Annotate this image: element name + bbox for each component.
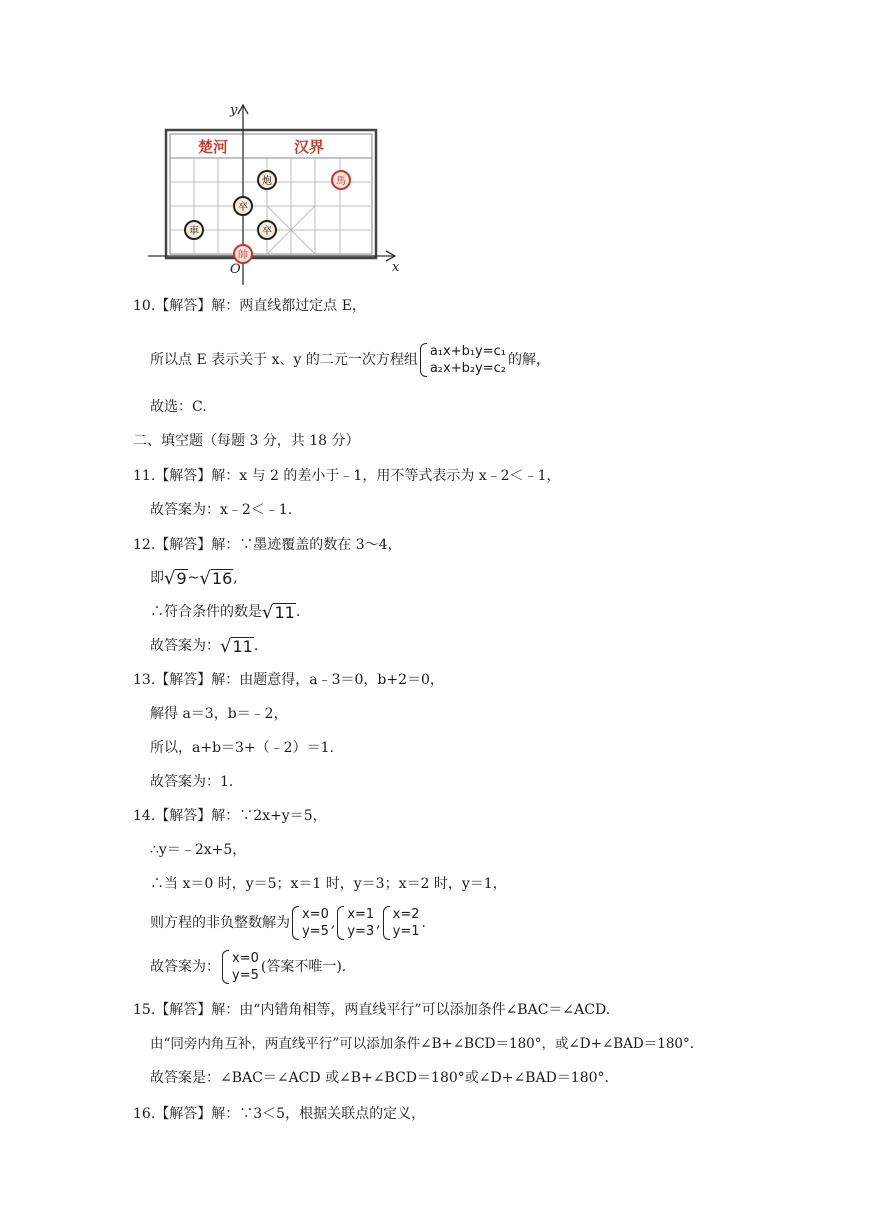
sqrt-16: √ 16 [199, 567, 233, 589]
q16-line1: 16.【解答】解：∵3＜5，根据关联点的定义， [133, 1106, 426, 1122]
equation-system [420, 343, 506, 377]
q12-line2: 即 √ 9 ~ √ 16 , [150, 567, 238, 589]
q10-pre: 所以点 E 表示关于 x、y 的二元一次方程组 [150, 352, 418, 368]
q15-line2: 由“同旁内角互补，两直线平行”可以添加条件∠B+∠BCD＝180°，或∠D+∠BAD＝180°. [150, 1036, 695, 1052]
q11-line2: 故答案为：x﹣2＜﹣1. [150, 502, 293, 518]
x-axis-label: x [392, 260, 400, 275]
piece-zu-1 [234, 197, 252, 215]
piece-shuai [234, 245, 252, 263]
q11-line1: 11.【解答】解：x 与 2 的差小于﹣1，用不等式表示为 x﹣2＜﹣1， [133, 468, 561, 484]
q12-line1: 12.【解答】解：∵墨迹覆盖的数在 3～4， [133, 537, 402, 553]
q12-line3: ∴符合条件的数是 √ 11 . [150, 601, 301, 623]
q10-eq2: a₂x+b₂y=c₂ [429, 361, 506, 376]
q14-line3: ∴当 x＝0 时，y＝5；x＝1 时，y＝3；x＝2 时，y＝1， [150, 876, 507, 892]
sqrt-9: √ 9 [164, 567, 187, 589]
svg-text:馬: 馬 [336, 176, 346, 187]
piece-zu-2 [258, 221, 276, 239]
svg-text:卒: 卒 [238, 202, 248, 213]
piece-ma [332, 171, 350, 189]
q10-answer: 故选：C. [150, 399, 207, 415]
q14-line1: 14.【解答】解：∵2x+y＝5， [133, 808, 327, 824]
piece-pao [258, 171, 276, 189]
svg-text:卒: 卒 [262, 226, 272, 237]
q14-line2: ∴y＝﹣2x+5， [150, 842, 247, 858]
sqrt-11: √ 11 [262, 601, 295, 623]
river-text-right: 汉界 [294, 138, 325, 156]
river-text-left: 楚河 [198, 138, 229, 156]
section-title: 二、填空题（每题 3 分，共 18 分） [133, 433, 360, 449]
q10-post: 的解， [508, 352, 550, 368]
tilde: ~ [187, 570, 200, 586]
q10-head: 10.【解答】解：两直线都过定点 E， [133, 298, 366, 314]
q14-line5: 故答案为： x=0 y=5 (答案不唯一). [150, 951, 347, 983]
solution-2: x=1 y=3 [337, 906, 374, 940]
origin-label: O [230, 262, 241, 277]
chess-board-diagram [148, 100, 410, 285]
q12-line2-pre: 即 [150, 570, 164, 586]
q12-line4: 故答案为： √ 11 . [150, 635, 259, 657]
q13-line1: 13.【解答】解：由题意得，a﹣3＝0，b+2＝0， [133, 672, 444, 688]
svg-text:車: 車 [189, 226, 199, 237]
solution-answer: x=0 y=5 [222, 950, 259, 984]
q10-eq1: a₁x+b₁y=c₁ [429, 344, 506, 359]
q15-line3: 故答案是：∠BAC＝∠ACD 或∠B+∠BCD＝180°或∠D+∠BAD＝180°. [150, 1070, 609, 1086]
y-axis-label: y [230, 103, 238, 118]
q15-line1: 15.【解答】解：由“内错角相等，两直线平行”可以添加条件∠BAC＝∠ACD. [133, 1002, 611, 1018]
piece-ju [185, 221, 203, 239]
q13-line3: 所以，a+b＝3+（﹣2）＝1. [150, 740, 334, 756]
q14-line4: 则方程的非负整数解为 x=0 y=5 , x=1 y=3 , x=2 y=1 . [150, 907, 426, 939]
sqrt-11-answer: √ 11 [220, 635, 253, 657]
q10-system-line [150, 340, 550, 380]
q13-line2: 解得 a＝3，b＝﹣2， [150, 706, 288, 722]
svg-text:炮: 炮 [262, 176, 272, 187]
chess-board-figure [148, 100, 410, 285]
solution-3: x=2 y=1 [383, 906, 420, 940]
solution-1: x=0 y=5 [292, 906, 329, 940]
q13-line4: 故答案为：1. [150, 774, 234, 790]
svg-text:帥: 帥 [238, 250, 248, 261]
